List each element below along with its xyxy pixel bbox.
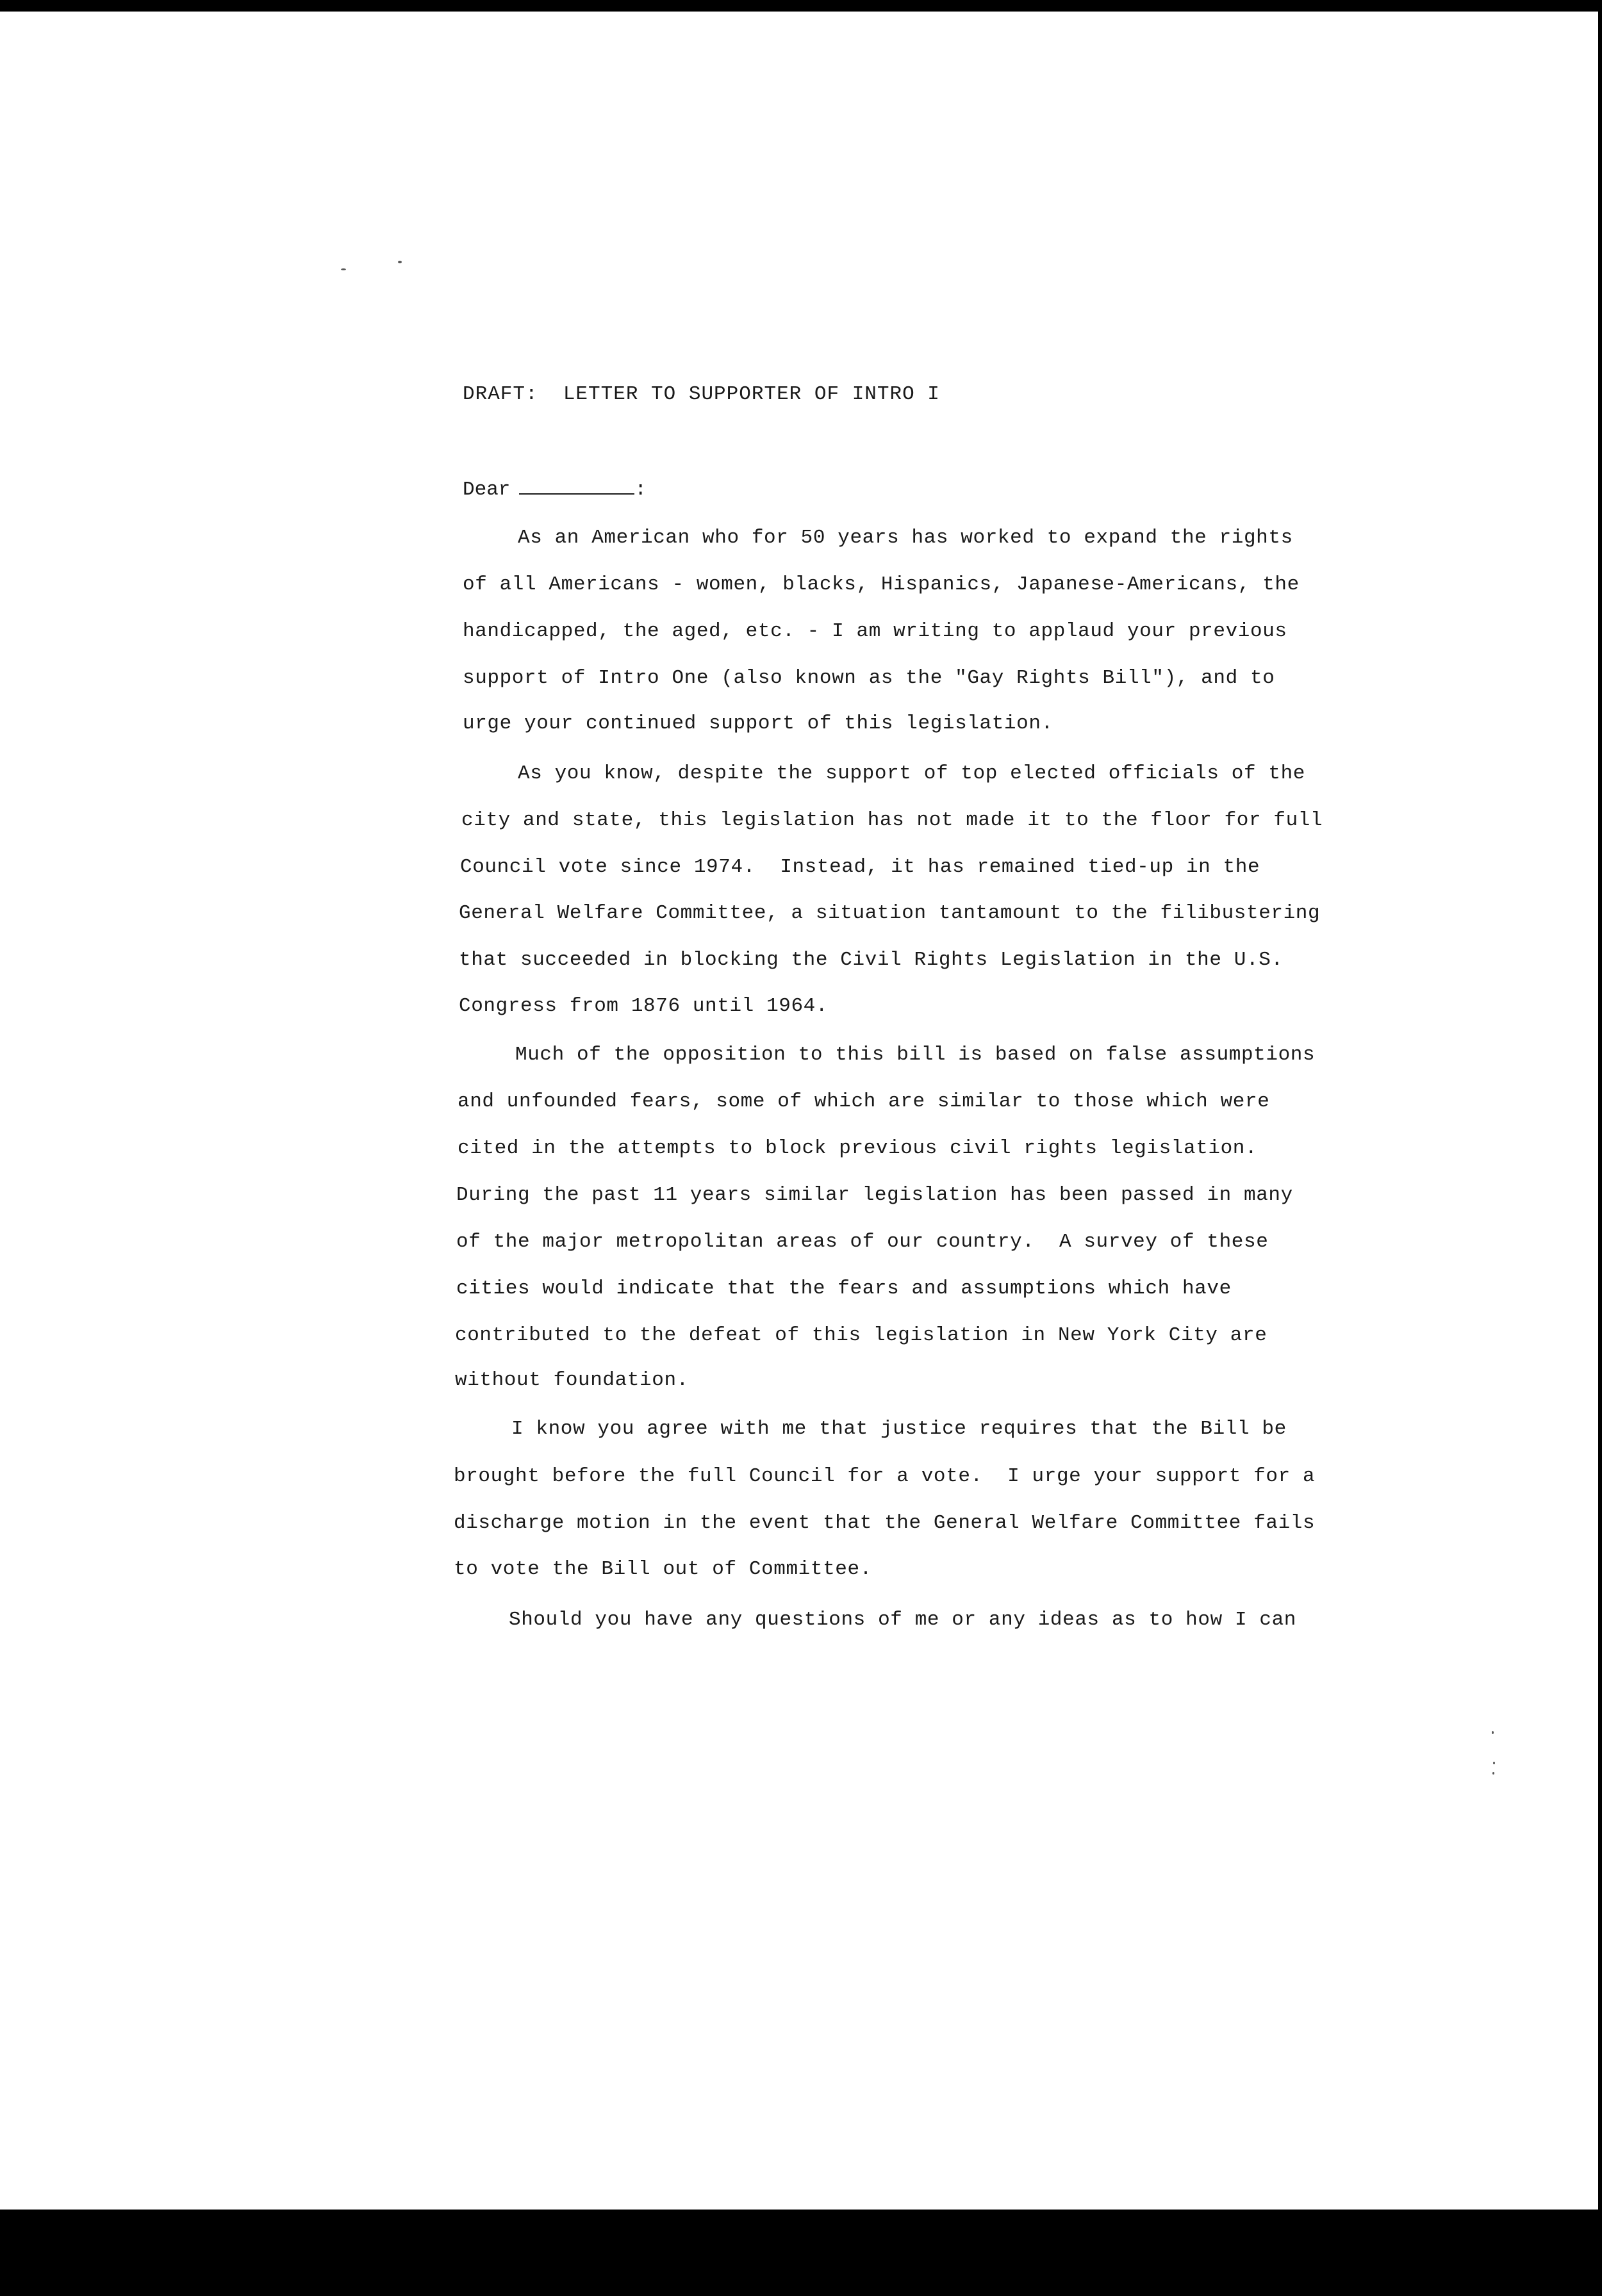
body-line: without foundation. [455,1369,689,1391]
body-line: cities would indicate that the fears and assumptions which have [456,1277,1232,1300]
body-line: cited in the attempts to block previous civil rights legislation. [458,1137,1258,1160]
body-line: of the major metropolitan areas of our country. A survey of these [456,1231,1269,1253]
salutation-colon: : [634,479,647,501]
body-line: support of Intro One (also known as the "Gay Rights Bill"), and to [463,667,1275,689]
body-line: Should you have any questions of me or any ideas as to how I can [509,1609,1296,1631]
body-line: contributed to the defeat of this legislation in New York City are [455,1324,1268,1347]
scan-border-bottom [0,2210,1602,2296]
body-line: that succeeded in blocking the Civil Rights Legislation in the U.S. [459,949,1284,971]
letter-heading: DRAFT: LETTER TO SUPPORTER OF INTRO I [463,383,940,406]
body-line: General Welfare Committee, a situation tantamount to the filibustering [459,902,1321,924]
recipient-blank [519,477,634,495]
body-line: As an American who for 50 years has worked to expand the rights [518,527,1293,549]
body-line: I know you agree with me that justice requires that the Bill be [511,1418,1287,1440]
body-line: brought before the full Council for a vote. I urge your support for a [454,1465,1316,1488]
body-line: city and state, this legislation has not made it to the floor for full [461,809,1323,832]
body-line: As you know, despite the support of top elected officials of the [518,762,1305,785]
body-line: Congress from 1876 until 1964. [459,995,829,1017]
salutation [463,477,647,501]
body-line: to vote the Bill out of Committee. [454,1558,872,1580]
body-line: discharge motion in the event that the General Welfare Committee fails [454,1512,1316,1534]
body-line: of all Americans - women, blacks, Hispanics, Japanese-Americans, the [463,573,1300,596]
body-line: and unfounded fears, some of which are similar to those which were [458,1090,1270,1113]
salutation-dear: Dear [463,479,511,501]
body-line: Council vote since 1974. Instead, it has remained tied-up in the [460,856,1260,878]
body-line: During the past 11 years similar legislation has been passed in many [456,1184,1293,1206]
body-line: handicapped, the aged, etc. - I am writing to applaud your previous [463,620,1287,643]
body-line: Much of the opposition to this bill is based on false assumptions [515,1044,1316,1066]
body-line: urge your continued support of this legislation. [463,712,1053,735]
